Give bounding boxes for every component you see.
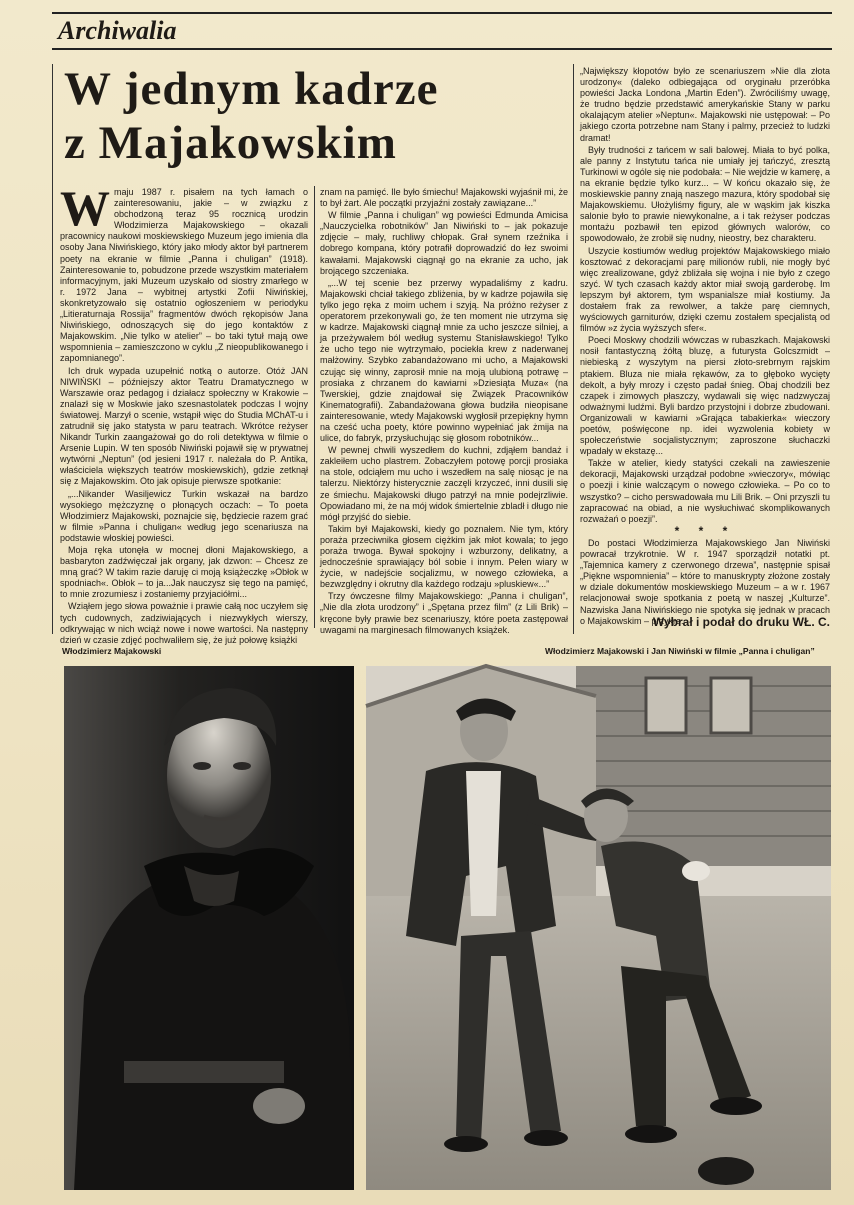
article-column-1	[60, 180, 308, 645]
paragraph: W filmie „Panna i chuligan” wg powieści Edmunda Amicisa „Nauczycielka robotników” Jan Niwiński to – jak pokazuje zdjęcie – mały, ruchliwy chłopak. Grał synem rzeźnika i dobrego kompana, który potrafił doprowadzić do łez swoimi kawałami. Majakowski ciągnął go na ekranie za ucho, jak brojącego szczeniaka.	[320, 210, 568, 276]
paragraph: Były trudności z tańcem w sali balowej. Miała to być polka, ale panny z Instytutu tańca nie umiały jej tańczyć, zresztą Turkinowi w ogóle się nie podobała: – Nie wejdzie w kamerę, a na ekranie będzie tylko kurz... – W końcu okazało się, że moskiewskie panny znają naszego mazura, który spodobał się Majakowskiemu. Ułożyliśmy figury, ale w wąskim jak kiszka salonie było to prawie niewykonalne, a i tak reżyser podczas montażu pozbawił ten epizod głównych walorów, co spowodowało, że zrobił się nudny, nieostry, bez charakteru.	[580, 144, 830, 244]
section-rule-bottom	[52, 48, 832, 50]
paragraph: Ich druk wypada uzupełnić notką o autorze. Otóż JAN NIWIŃSKI – późniejszy aktor Teatru Dramatycznego w Warszawie oraz pedagog i działacz społeczny w Krakowie – znalazł się w Moskwie jako szesnastolatek podczas I wojny światowej. Marzył o scenie, wstąpił więc do Studia MChAT-u i zatrudnił się jako statysta w paru teatrach. Wkrótce reżyser Nikandr Turkin zaangażował go do roli detektywa w filmie o Arsenie Lupin. W ten sposób Niwiński pojawił się w prywatnej wytwórni „Neptun” (od jesieni 1917 r. należała do P. Antika, właściciela większych teatrów moskiewskich), gdzie zetknął się z Majakowskim. Oto jak opisuje pierwsze spotkanie:	[60, 365, 308, 487]
paragraph	[60, 180, 308, 365]
author-credit: Wybrał i podał do druku WŁ. C.	[652, 615, 830, 629]
paragraph: Trzy ówczesne filmy Majakowskiego: „Panna i chuligan”, „Nie dla złota urodzony” i „Spętana przez film” (z Lili Brik) – kręcone były prawie bez scenariuszy, które poeta zastępował uwagami na marginesach filmowanych książek.	[320, 591, 568, 635]
photo-film-still	[366, 666, 831, 1190]
paragraph: „...Nikander Wasiljewicz Turkin wskazał na bardzo wysokiego mężczyznę o płonących oczach: – To poeta Włodzimierz Majakowski, poznajcie się, będziecie razem grać w filmie »Panna i chuligan« według jego scenariusza na podstawie włoskiej powieści.	[60, 488, 308, 543]
paragraph: Poeci Moskwy chodzili wówczas w rubaszkach. Majakowski nosił fantastyczną żółtą bluzę, a futurysta Golcszmidt – niebieską z wyszytym na piersi złoto-srebrnym rajskim ptakiem. Bluza nie miała rękawów, za to głęboko wycięty dekolt, a były mrozy i często padał śnieg. Obaj chodzili bez czapek i zimowych płaszczy, wydawali się więc nadzwyczaj odważnymi ludźmi. Byli bardzo przystojni i dobrze zbudowani. Organizowali w kawiarni »Grająca tabakierka« wieczory poetów, poświęcone np. idei wyzwolenia kobiety w społeczeństwie socjalistycznym; zaproszone słuchaczki wpadały w ekstazę...	[580, 335, 830, 457]
paragraph: znam na pamięć. Ile było śmiechu! Majakowski wyjaśnił mi, że to był żart. Ale początki przyjaźni zostały zawiązane...”	[320, 187, 568, 209]
paragraph: Moja ręka utonęła w mocnej dłoni Majakowskiego, a basbaryton zadźwięczał jak organy, jak dzwon: – Chcesz ze mną grać? W takim razie daruję ci moją książeczkę »Obłok w spodniach«. Obłok – to ja...Jak nauczysz się tego na pamięć, to mnie zrozumiesz i zostaniemy przyjaciółmi...	[60, 545, 308, 600]
photo-caption-right: Włodzimierz Majakowski i Jan Niwiński w filmie „Panna i chuligan”	[545, 646, 815, 656]
paragraph: Także w atelier, kiedy statyści czekali na zawieszenie dekoracji, Majakowski urządzał podobne »wieczory«, mówiąc o poezji i kinie walczącym o nowego człowieka. – Po co to wszystko? – cicho perswadowała mu Lili Brik. – Oni przyszli tu zapracować na obiad, a nie wysłuchiwać skomplikowanych rozważań o poezji”.	[580, 458, 830, 524]
paragraph: Takim był Majakowski, kiedy go poznałem. Nie tym, który poraża przeciwnika głosem ciężkim jak młot kowala; to jego poraża trwoga. Bywał spokojny i wzburzony, delikatny, a jednocześnie sprawiający ból sobie i innym. Pełen wiary w życie, w nadejście socjalizmu, w nowego człowieka, a bezwzględny i okrutny dla każdego rodzaju »pluskiew«...”	[320, 523, 568, 590]
headline	[64, 62, 564, 170]
photo-portrait	[64, 666, 354, 1190]
paragraph: Uszycie kostiumów według projektów Majakowskiego miało kosztować z dekoracjami parę milionów rubli, nie mogły być więc zrealizowane, gdyż zbliżała się wojna i nie było z czego szyć. W tych czasach każdy aktor miał swoją garderobę. Im lepszym był aktorem, tym wspanialsze miał kostiumy. Ja dostałem frak za rewolwer, a także parę ciemnych, wyściowych garniturów, dzięki czemu zostałem specjalistą od filmów »z życia wyższych sfer«.	[580, 245, 830, 334]
headline-line-2: z Majakowskim	[64, 117, 397, 169]
column-rule-left	[52, 64, 53, 634]
paragraph-text: maju 1987 r. pisałem na tych łamach o zainteresowaniu, jakie – w związku z obchodzoną teraz 95 rocznicą urodzin Włodzimierza Majakowskiego – okazali pracownicy naukowi moskiewskiego Muzeum jego imienia dla osoby Jana Niwińskiego, który jako młody aktor był partnerem poety na ekranie w filmie „Panna i chuligan” (1918). Zainteresowanie to, pobudzone przede wszystkim materiałem informacyjnym, jaki Muzeum uzyskało od siostry zmarłego w r. 1972 Jana – wybitnej artystki Zofii Niwińskiej, skonkretyzowało się ostatnio ogłoszeniem w periodyku „Litieraturnaja Rossija” fragmentów dwóch rękopisów Jana Niwińskiego, odnoszących się do jego kontaktów z Majakowskim. „Nie tylko w atelier” – bo taki tytuł mają owe wspomnienia – zamieszczono w cyklu „Z nieopublikowanego i zapomnianego”.	[60, 187, 308, 364]
paragraph: W pewnej chwili wyszedłem do kuchni, zdjąłem bandaż i zakleiłem ucho plastrem. Zobaczyłem potowę porcji prosiaka na stole, odciąłem mu ucho i wszedłem na salę niosąc je na talerzu. Niektórzy histerycznie zaczęli krzyczeć, inni dusili się ze śmiechu. Majakowski długo patrzył na mnie podejrzliwie. Opowiadano mi, że na mój widok śmiertelnie zbladł i długo nie mógł przyjść do siebie.	[320, 445, 568, 522]
photo-caption-left: Włodzimierz Majakowski	[62, 646, 162, 656]
paragraph: Do postaci Włodzimierza Majakowskiego Jan Niwiński powracał trzykrotnie. W r. 1947 sporządził notatki pt. „Tajemnica kamery z czerwonego drzewa”, następnie spisał „Piękne wspomnienia” – które to manuskrypty złożone zostały w dziale dokumentów moskiewskiego Muzeum – a w r. 1967 relacjonował swoje spotkania z poetą w naszej „Kulturze”. Nazwiska Jana Niwińskiego nie spotyka się jednak w pracach o Majakowskim – przykre.	[580, 537, 830, 626]
headline-line-1: W jednym kadrze	[64, 63, 439, 115]
paragraph: „...W tej scenie bez przerwy wypadaliśmy z kadru. Majakowski chciał takiego zbliżenia, by w kadrze pojawiła się tylko jego ręka z moim uchem i szyją. Na próżno reżyser z operatorem przekonywali go, że ten moment nie utrzyma się w kadrze. Majakowski ciągnął mnie za ucho jeszcze silniej, a ja przeżywałem ból według systemu Stanisławskiego! Tylko że ucho tego nie wytrzymało, pociekła krew z naderwanej małżowiny. Szybko zabandażowano mi ucho, a Majakowski czując się winny, zaprosił mnie na moją ulubioną potrawę – prosiaka z chrzanem do kawiarni »Dziesiąta Muza« (na Twerskiej, gdzie znajdował się Związek Pracowników Kinematografii). Zabandażowana głowa budziła nieopisane zainteresowanie, wtedy Majakowski wygłosił przepiękny hymn na cześć ucha poety, które powinno wypełniać jak żmija na ulice, do fabryk, przysłuchując się głosom robotników...	[320, 277, 568, 444]
section-break-stars: * * *	[674, 523, 736, 538]
drop-cap: W	[60, 180, 110, 236]
paragraph: „Największy kłopotów było ze scenariuszem »Nie dla złota urodzony« (daleko odbiegająca od oryginału przeróbka powieści Jacka Londona „Martin Eden”). Zwróciliśmy uwagę, że trudno będzie przedstawić amerykańskie Stany w parku okalającym atelier »Neptun«. Majakowski nie ustępował: – Po jakiego czorta potrzebne nam Stany i palmy, przecież to ludzki dramat!	[580, 66, 830, 143]
column-rule-1	[314, 186, 315, 628]
article-column-2	[320, 187, 568, 633]
section-label: Archiwalia	[58, 16, 177, 45]
column-rule-2	[573, 64, 574, 634]
paragraph: Wziąłem jego słowa poważnie i prawie całą noc uczyłem się tych cudownych, zadziwiających i niezwykłych wierszy, odkrywając w nich wciąż nowe i nowe wartości. Na następny dzień w czasie zdjęć pochwaliłem się, że już połowę książki	[60, 601, 308, 645]
